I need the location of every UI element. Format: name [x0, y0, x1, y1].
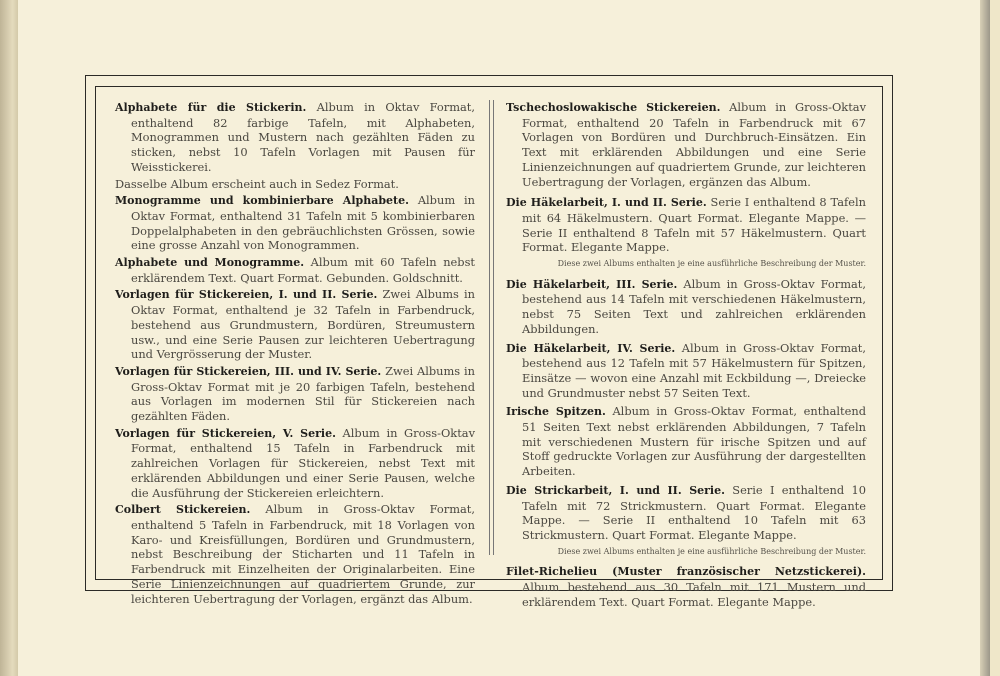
left-column [115, 100, 475, 608]
catalog-entry: Die Häkelarbeit, III. Serie. Album in Gross-Oktav Format, bestehend aus 14 Tafeln mit verschiedenen Häkelmustern, nebst 75 Seiten Text und zahlreichen erklärenden Abbildungen. [506, 276, 866, 336]
catalog-entry: Irische Spitzen. Album in Gross-Oktav Format, enthaltend 51 Seiten Text nebst erklärenden Abbildungen, 7 Tafeln mit verschiedenen Mustern für irische Spitzen und auf Stoff gedruckte Vorlagen zur Ausführung der dargestellten Arbeiten. [506, 404, 866, 479]
book-spine [0, 0, 18, 676]
catalog-entry: Die Häkelarbeit, IV. Serie. Album in Gross-Oktav Format, bestehend aus 12 Tafeln mit 57 Häkelmustern für Spitzen, Einsätze — wovon eine Anzahl mit Eckbildung —, Dreiecke und Grundmuster nebst 57 Seiten Text. [506, 340, 866, 400]
catalog-entry: Filet-Richelieu (Muster französischer Netzstickerei). Album bestehend aus 30 Tafeln mit 171 Mustern und erklärendem Text. Quart Format. Elegante Mappe. [506, 565, 866, 609]
catalog-entry: Vorlagen für Stickereien, III. und IV. Serie. Zwei Albums in Gross-Oktav Format mit je 20 farbigen Tafeln, bestehend aus Vorlagen im modernen Stil für Stickereien nach gezählten Fäden. [115, 363, 475, 424]
catalog-note: Dasselbe Album erscheint auch in Sedez Format. [115, 176, 399, 191]
column-divider [489, 100, 494, 555]
catalog-entry: Monogramme und kombinierbare Alphabete. Album in Oktav Format, enthaltend 31 Tafeln mit 5 kombinierbaren Doppelalphabeten in den gebräuchlichsten Grössen, sowie eine grosse Anzahl von Monogrammen. [115, 193, 475, 253]
catalog-entry: Die Häkelarbeit, I. und II. Serie. Serie I enthaltend 8 Tafeln mit 64 Häkelmustern. Quart Format. Elegante Mappe. — Serie II enthaltend 8 Tafeln mit 57 Häkelmustern. Quart Format. Elegante Mappe. [506, 195, 866, 255]
catalog-entry: Vorlagen für Stickereien, I. und II. Serie. Zwei Albums in Oktav Format, enthaltend je 32 Tafeln in Farbendruck, bestehend aus Grundmustern, Bordüren, Streumustern usw., und eine Serie Pausen zur leichteren Uebertragung und Vergrösserung der Muster. [115, 287, 475, 362]
catalog-entry: Alphabete und Monogramme. Album mit 60 Tafeln nebst erklärendem Text. Quart Format. Gebunden. Goldschnitt. [115, 255, 475, 285]
page-edge [980, 0, 990, 676]
footnote: Diese zwei Albums enthalten je eine ausführliche Beschreibung der Muster. [557, 546, 866, 556]
catalog-entry: Alphabete für die Stickerin. Album in Oktav Format, enthaltend 82 farbige Tafeln, mit Alphabeten, Monogrammen und Mustern nach gezählten Fäden zu sticken, nebst 10 Tafeln Vorlagen mit Pausen für Weisstickerei. [115, 100, 475, 174]
catalog-entry: Vorlagen für Stickereien, V. Serie. Album in Gross-Oktav Format, enthaltend 15 Tafeln in Farbendruck mit zahlreichen Vorlagen für Stickereien, nebst Text mit erklärenden Abbildungen und einer Serie Pausen, welche die Ausführung der Stickereien erleichtern. [115, 425, 476, 500]
footnote: Diese zwei Albums enthalten je eine ausführliche Beschreibung der Muster. [557, 259, 866, 269]
catalog-entry: Tschechoslowakische Stickereien. Album in Gross-Oktav Format, enthaltend 20 Tafeln in Farbendruck mit 67 Vorlagen von Bordüren und Durchbruch-Einsätzen. Ein Text mit erklärenden Abbildungen und eine Serie Linienzeichnungen auf quadriertem Grunde, zur leichteren Uebertragung der Vorlagen, ergänzen das Album. [506, 100, 866, 189]
catalog-entry: Die Strickarbeit, I. und II. Serie. Serie I enthaltend 10 Tafeln mit 72 Strickmustern. Quart Format. Elegante Mappe. — Serie II enthaltend 10 Tafeln mit 63 Strickmustern. Quart Format. Elegante Mappe. [506, 482, 866, 542]
catalog-entry: Colbert Stickereien. Album in Gross-Oktav Format, enthaltend 5 Tafeln in Farbendruck, mit 18 Vorlagen von Karo- und Kreisfüllungen, Bordüren und Grundmustern, nebst Beschreibung der Sticharten und 11 Tafeln in Farbendruck mit Einzelheiten der Originalarbeiten. Eine Serie Linienzeichnungen auf quadriertem Grunde, zur leichteren Uebertragung der Vorlagen, ergänzt das Album. [115, 502, 475, 606]
right-column [506, 100, 866, 610]
